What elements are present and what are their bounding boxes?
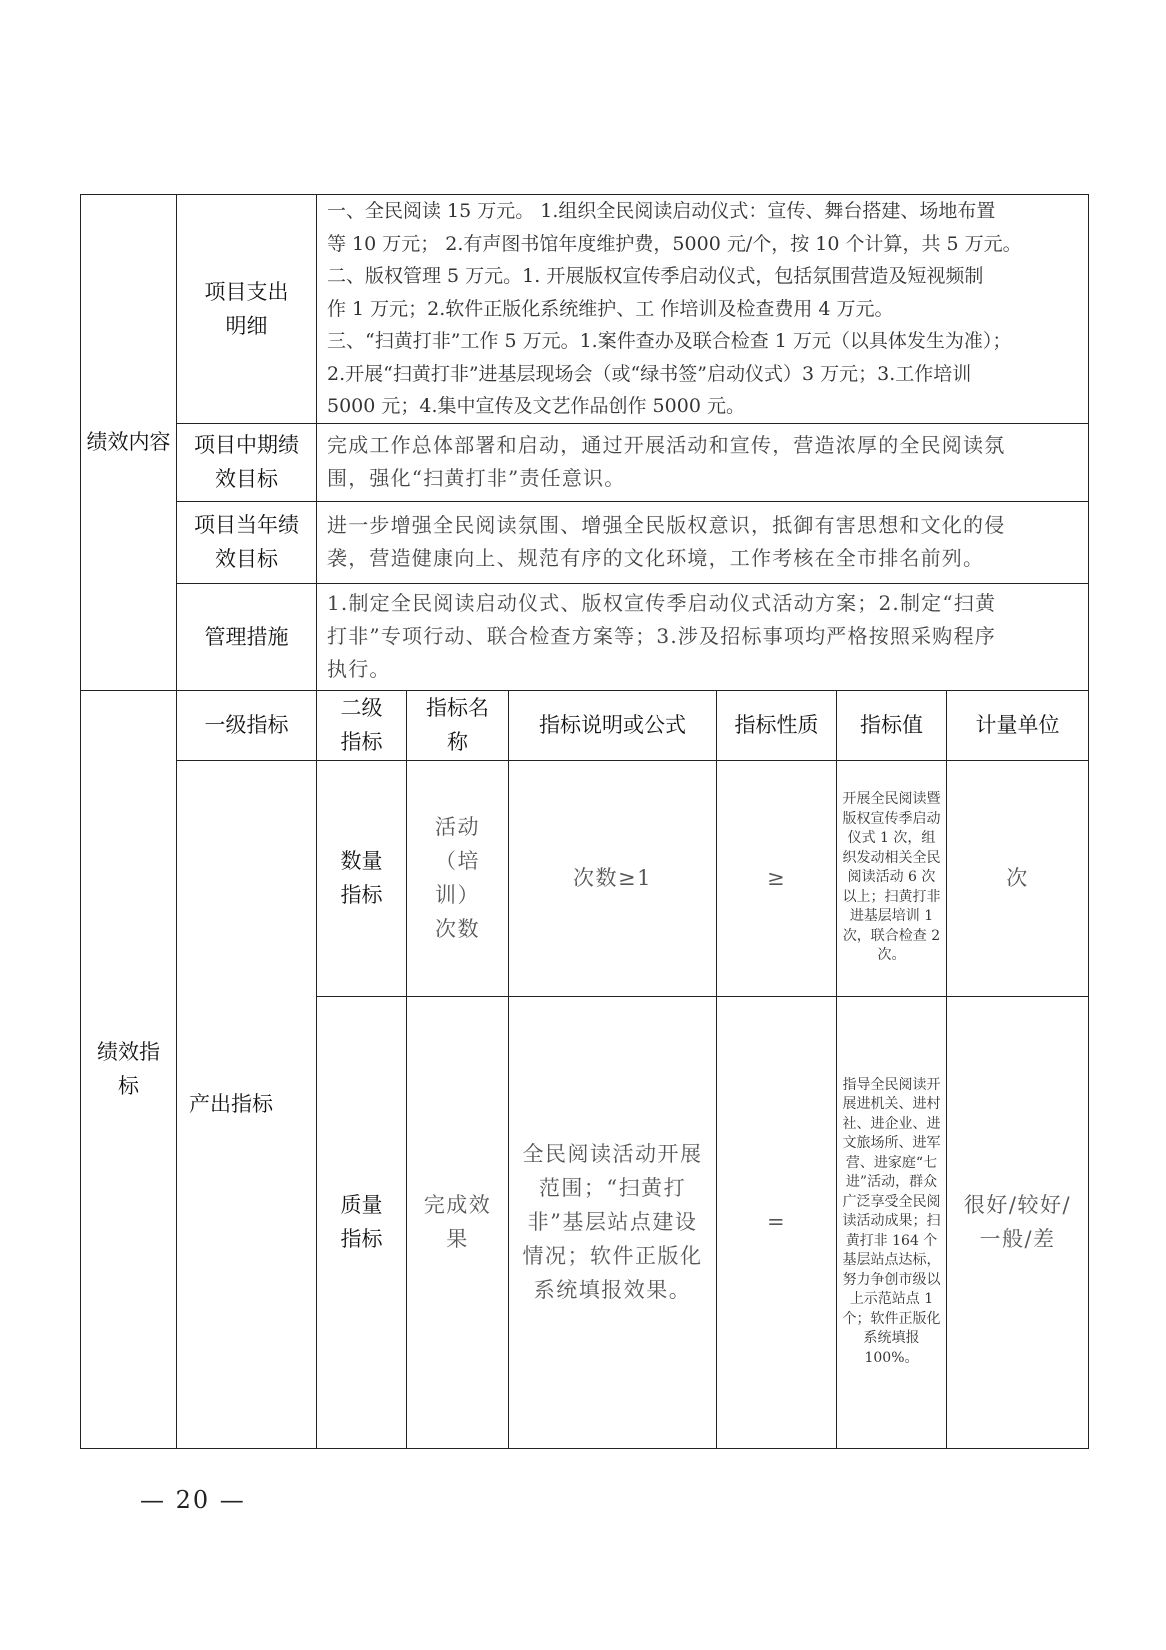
level2-quantity: 数量指标	[317, 760, 407, 996]
row-label-expense-detail: 项目支出明细	[177, 195, 317, 424]
level2-quality: 质量指标	[317, 996, 407, 1448]
header-description: 指标说明或公式	[509, 690, 717, 760]
header-row	[81, 690, 1089, 760]
indicator-value: 开展全民阅读暨版权宣传季启动仪式 1 次，组织发动相关全民阅读活动 6 次以上；扫黄打非进基层培训 1 次，联合检查 2 次。	[837, 760, 947, 996]
table-row	[81, 583, 1089, 690]
expense-detail-text	[317, 195, 1089, 424]
performance-table	[80, 194, 1089, 1449]
indicator-unit: 很好/较好/一般/差	[947, 996, 1089, 1448]
annual-goal-text	[317, 501, 1089, 583]
header-name: 指标名称	[407, 690, 509, 760]
text-line: 完成工作总体部署和启动，通过开展活动和宣传，营造浓厚的全民阅读氛	[327, 433, 1006, 457]
text-line: 围，强化“扫黄打非”责任意识。	[327, 466, 626, 490]
text-line: 2.开展“扫黄打非”进基层现场会（或“绿书签”启动仪式）3 万元；3.工作培训	[327, 362, 972, 385]
table-row	[81, 195, 1089, 424]
text-line: 5000 元；4.集中宣传及文艺作品创作 5000 元。	[327, 395, 745, 417]
section-label-content: 绩效内容	[81, 195, 177, 691]
table-row	[81, 760, 1089, 996]
table-row	[81, 423, 1089, 501]
text-line: 进一步增强全民阅读氛围、增强全民版权意识，抵御有害思想和文化的侵	[327, 513, 1006, 537]
text-line: 作 1 万元；2.软件正版化系统维护、工 作培训及检查费用 4 万元。	[327, 297, 894, 320]
section-label-indicators: 绩效指标	[81, 690, 177, 1448]
header-nature: 指标性质	[717, 690, 837, 760]
header-level2: 二级指标	[317, 690, 407, 760]
indicator-description: 全民阅读活动开展范围；“扫黄打非”基层站点建设情况；软件正版化系统填报效果。	[509, 996, 717, 1448]
row-label-midterm-goal: 项目中期绩效目标	[177, 423, 317, 501]
text-line: 打非”专项行动、联合检查方案等；3.涉及招标事项均严格按照采购程序	[327, 624, 996, 648]
page-number: — 20 —	[140, 1486, 246, 1514]
text-line: 1.制定全民阅读启动仪式、版权宣传季启动仪式活动方案；2.制定“扫黄	[327, 591, 997, 615]
row-label-annual-goal: 项目当年绩效目标	[177, 501, 317, 583]
text-line: 三、“扫黄打非”工作 5 万元。1.案件查办及联合检查 1 万元（以具体发生为准）；	[327, 330, 1012, 352]
indicator-description: 次数≥1	[509, 760, 717, 996]
management-text	[317, 583, 1089, 690]
indicator-name-activity-count: 活动（培训）次数	[407, 760, 509, 996]
indicator-nature: ≥	[717, 760, 837, 996]
text-line: 一、全民阅读 15 万元。 1.组织全民阅读启动仪式：宣传、舞台搭建、场地布置	[327, 200, 996, 222]
header-unit: 计量单位	[947, 690, 1089, 760]
text-line: 袭，营造健康向上、规范有序的文化环境，工作考核在全市排名前列。	[327, 546, 985, 570]
indicator-value: 指导全民阅读开展进机关、进村社、进企业、进文旅场所、进军营、进家庭“七进”活动，群众广泛享受全民阅读活动成果；扫黄打非 164 个基层站点达标，努力争创市级以上示范站点 1 个；软件正版化系统填报 100%。	[837, 996, 947, 1448]
row-label-management: 管理措施	[177, 583, 317, 690]
table-row	[81, 501, 1089, 583]
text-line: 执行。	[327, 657, 391, 681]
indicator-name-completion-effect: 完成效果	[407, 996, 509, 1448]
header-value: 指标值	[837, 690, 947, 760]
indicator-nature: =	[717, 996, 837, 1448]
header-level1: 一级指标	[177, 690, 317, 760]
text-line: 二、版权管理 5 万元。1. 开展版权宣传季启动仪式，包括氛围营造及短视频制	[327, 265, 984, 287]
midterm-goal-text	[317, 423, 1089, 501]
level1-output-indicator: 产出指标	[177, 760, 317, 1448]
text-line: 等 10 万元； 2.有声图书馆年度维护费，5000 元/个，按 10 个计算，共 5 万元。	[327, 232, 1022, 255]
indicator-unit: 次	[947, 760, 1089, 996]
